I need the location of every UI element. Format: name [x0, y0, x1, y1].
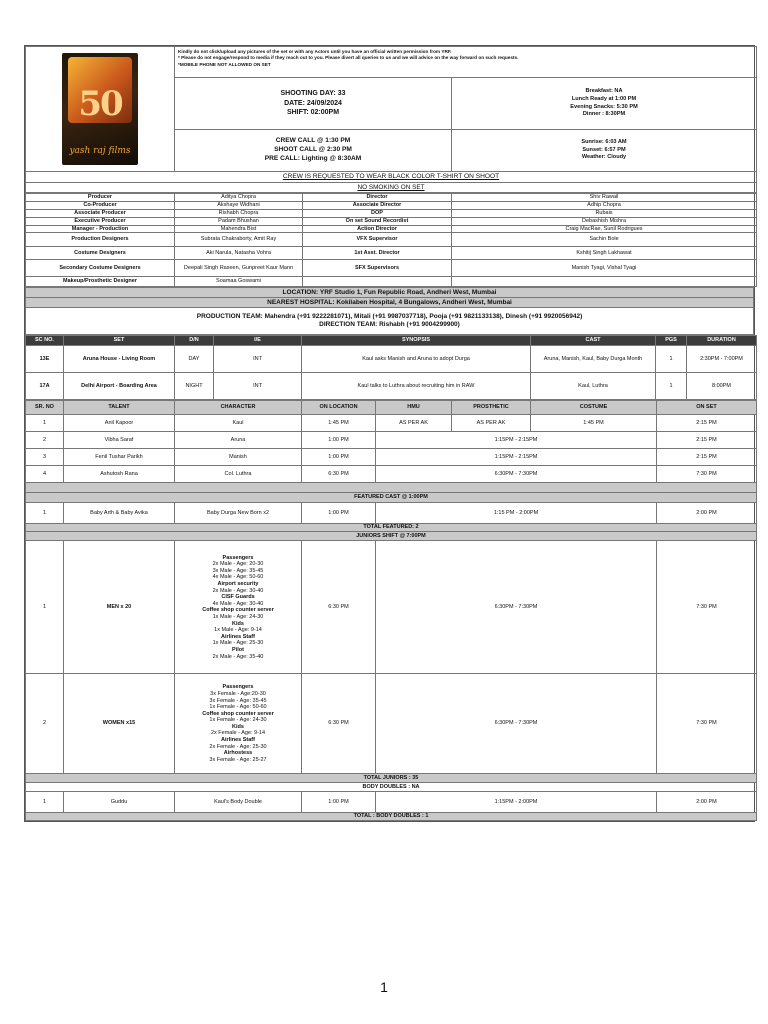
scene-col-header: SET [64, 336, 175, 346]
junior-category: Kids [232, 723, 244, 730]
character: Baby Durga New Born x2 [175, 503, 302, 524]
junior-category: Airport security [217, 581, 259, 587]
sr-no: 2 [26, 432, 64, 449]
scene-col-header: DURATION [687, 336, 757, 346]
talent-col-header: CHARACTER [175, 401, 302, 415]
juniors-men-row [26, 541, 757, 674]
sr-no: 3 [26, 449, 64, 466]
talent-name: Guddu [64, 792, 175, 813]
set-name: Delhi Airport - Boarding Area [64, 373, 175, 400]
crew-name: Aki Narula, Natasha Vohra [175, 247, 303, 260]
crew-table [25, 193, 757, 287]
juniors-total: TOTAL JUNIORS : 35 [26, 774, 757, 783]
notice-block [175, 47, 757, 78]
sr-no: 1 [26, 415, 64, 432]
character: Col. Luthra [175, 466, 302, 483]
crew-row [26, 209, 757, 217]
on-set: 7:30 PM [657, 466, 757, 483]
crew-name: Mahendra Bist [175, 225, 303, 233]
duration: 2:30PM - 7:00PM [687, 346, 757, 373]
junior-category: Kids [232, 620, 244, 627]
set-name: Aruna House - Living Room [64, 346, 175, 373]
crew-name: Kshitij Singh Lakhawat [452, 247, 757, 260]
body-doubles-title: BODY DOUBLES : NA [26, 783, 757, 792]
on-location: 1:00 PM [302, 792, 376, 813]
prep-time: 6:30PM - 7:30PM [376, 466, 657, 483]
on-set: 2:15 PM [657, 449, 757, 466]
junior-group: MEN x 20 [64, 541, 175, 674]
crew-name: Padam Bhushan [175, 217, 303, 225]
junior-requirement: 2x Male - Age: 30-40 [212, 587, 264, 594]
talent-col-header: ON LOCATION [302, 401, 376, 415]
junior-requirement: 1x Male - Age: 9-14 [214, 627, 262, 634]
junior-requirement: 2x Male - Age: 20-30 [212, 561, 264, 568]
junior-category: CISF Guards [221, 594, 255, 601]
junior-category: Coffee shop counter server [202, 607, 274, 614]
on-set: 2:15 PM [657, 432, 757, 449]
notice-line: Kindly do not click/upload any pictures of the set or with any Actors until you have an official written permission from YRF. [178, 49, 452, 54]
crew-tshirt-note: CREW IS REQUESTED TO WEAR BLACK COLOR T-SHIRT ON SHOOT [26, 172, 757, 183]
call-times [175, 130, 452, 172]
crew-role: Costume Designers [26, 247, 175, 260]
crew-name: Subrata Chakraborty, Amit Ray [175, 233, 303, 247]
talent-name: Ashutosh Rana [64, 466, 175, 483]
sunrise: Sunrise: 6:03 AM [581, 139, 627, 146]
prosthetic: AS PER AK [452, 415, 531, 432]
featured-title: FEATURED CAST @ 1:00PM [26, 493, 757, 503]
junior-category: Airhostess [223, 750, 253, 757]
crew-name [452, 277, 757, 287]
prep-time: 1:15PM - 2:15PM [376, 449, 657, 466]
day-night: NIGHT [175, 373, 214, 400]
talent-table [25, 400, 757, 821]
synopsis: Kaul talks to Luthra about recruiting him in RAW [302, 373, 531, 400]
crew-role: On set Sound Recordist [303, 217, 452, 225]
character: Kaul [175, 415, 302, 432]
weather: Weather: Cloudy [581, 154, 627, 161]
character: Kaul's Body Double [175, 792, 302, 813]
talent-row [26, 432, 757, 449]
junior-requirement: 3x Female - Age: 25-27 [209, 756, 267, 763]
pages: 1 [656, 373, 687, 400]
talent-name: Anil Kapoor [64, 415, 175, 432]
crew-role: DOP [303, 209, 452, 217]
sunset: Sunset: 6:57 PM [582, 146, 626, 153]
shift-time: SHIFT: 02:00PM [286, 109, 340, 117]
body-double-row [26, 792, 757, 813]
crew-row [26, 194, 757, 202]
crew-name: Rubais [452, 209, 757, 217]
crew-role: Action Director [303, 225, 452, 233]
location: LOCATION: YRF Studio 1, Fun Republic Road, Andheri West, Mumbai [26, 288, 754, 298]
scene-number: 17A [26, 373, 64, 400]
talent-row [26, 449, 757, 466]
sr-no: 4 [26, 466, 64, 483]
costume: 1:45 PM [531, 415, 657, 432]
talent-col-header: SR. NO [26, 401, 64, 415]
scene-col-header: SYNOPSIS [302, 336, 531, 346]
talent-col-header: PROSTHETIC [452, 401, 531, 415]
junior-category: Passengers [222, 554, 254, 561]
dinner: Dinner : 8:30PM [582, 111, 626, 118]
team-contacts [26, 308, 754, 335]
prep-time: 1:15PM - 2:00PM [376, 792, 657, 813]
crew-role: Producer [26, 194, 175, 202]
shooting-date: DATE: 24/09/2024 [284, 99, 342, 107]
junior-category: Passengers [222, 684, 254, 691]
on-set: 2:00 PM [657, 792, 757, 813]
crew-name: Soamaa Goswami [175, 277, 303, 287]
yrf-logo [62, 53, 138, 165]
crew-name: Sachin Bole [452, 233, 757, 247]
nearest-hospital: NEAREST HOSPITAL: Kokilaben Hospital, 4 Bungalows, Andheri West, Mumbai [26, 298, 754, 308]
featured-total: TOTAL FEATURED: 2 [26, 524, 757, 532]
crew-name: Deepali Singh Raseen, Gunpreet Kaur Mann [175, 260, 303, 277]
crew-role: Production Designers [26, 233, 175, 247]
talent-name: Fenil Tushar Parikh [64, 449, 175, 466]
crew-name: Adhip Chopra [452, 201, 757, 209]
crew-role: Makeup/Prosthetic Designer [26, 277, 175, 287]
notice-line: * Please do not engage/respond to media if they reach out to you. Please divert all queries to us and we will advice on the way forward on such requests. [178, 55, 519, 61]
talent-col-header: COSTUME [531, 401, 657, 415]
talent-col-header: ON SET [657, 401, 757, 415]
location-table [25, 287, 754, 335]
junior-requirement: 3x Female - Age:20-30 [210, 690, 266, 697]
crew-row [26, 247, 757, 260]
talent-row [26, 415, 757, 432]
notice-line: *MOBILE PHONE NOT ALLOWED ON SET [178, 61, 271, 67]
crew-role: SFX Supervisors [303, 260, 452, 277]
scene-col-header: PGS [656, 336, 687, 346]
call-sheet [24, 45, 755, 822]
production-team: PRODUCTION TEAM: Mahendra (+91 9222281071), Mitali (+91 9987037718), Pooja (+91 9821133138), Dinesh (+91 9920056942) [196, 313, 583, 321]
junior-requirement: 2x Female - Age: 25-30 [209, 743, 267, 750]
talent-name: Vibha Saraf [64, 432, 175, 449]
meal-info [452, 77, 757, 130]
shooting-info [175, 77, 452, 130]
crew-row [26, 217, 757, 225]
crew-role: Associate Producer [26, 209, 175, 217]
sr-no: 1 [26, 541, 64, 674]
sr-no: 1 [26, 792, 64, 813]
junior-requirement: 2x Female - Age: 9-14 [210, 730, 266, 737]
sr-no: 2 [26, 674, 64, 774]
scene-col-header: I/E [214, 336, 302, 346]
junior-requirement: 1x Female - Age: 24-30 [209, 717, 267, 724]
talent-col-header: TALENT [64, 401, 175, 415]
junior-requirement: 2x Male - Age: 35-40 [212, 653, 264, 660]
duration: 8:00PM [687, 373, 757, 400]
crew-role: Associate Director [303, 201, 452, 209]
crew-row [26, 233, 757, 247]
junior-requirement: 4x Male - Age: 50-60 [212, 574, 264, 581]
prep-time: 6:30PM - 7:30PM [376, 541, 657, 674]
logo-cell [26, 47, 175, 172]
crew-name: Aditya Chopra [175, 194, 303, 202]
character: Manish [175, 449, 302, 466]
int-ext: INT [214, 373, 302, 400]
crew-row [26, 277, 757, 287]
shooting-day: SHOOTING DAY: 33 [280, 90, 346, 98]
shoot-call: SHOOT CALL @ 2:30 PM [274, 146, 352, 154]
crew-name: Akshaye Widhani [175, 201, 303, 209]
crew-row [26, 225, 757, 233]
scenes-table [25, 335, 757, 400]
junior-requirement: 1x Male - Age: 25-30 [212, 640, 264, 647]
junior-category: Airlines Staff [221, 633, 255, 640]
on-set: 7:30 PM [657, 674, 757, 774]
int-ext: INT [214, 346, 302, 373]
crew-row [26, 260, 757, 277]
talent-row [26, 466, 757, 483]
crew-call: CREW CALL @ 1:30 PM [275, 137, 351, 145]
junior-requirement: 4x Male - Age: 30-40 [212, 600, 264, 607]
prep-time: 1:15 PM - 2:00PM [376, 503, 657, 524]
junior-category: Airlines Staff [221, 737, 255, 744]
on-location: 1:00 PM [302, 449, 376, 466]
crew-role: Secondary Costume Designers [26, 260, 175, 277]
character: Aruna [175, 432, 302, 449]
on-location: 6:30 PM [302, 674, 376, 774]
cast: Aruna, Manish, Kaul, Baby Durga Month [531, 346, 656, 373]
junior-requirement: 1x Female - Age: 50-60 [209, 704, 267, 711]
on-location: 6:30 PM [302, 541, 376, 674]
crew-name: Craig MacRae, Sunil Rodrigues [452, 225, 757, 233]
prep-time: 6:30PM - 7:30PM [376, 674, 657, 774]
talent-col-header: HMU [376, 401, 452, 415]
logo-number: 50 [78, 84, 122, 124]
on-location: 1:00 PM [302, 503, 376, 524]
scene-row [26, 373, 757, 400]
crew-role: Co-Producer [26, 201, 175, 209]
crew-role: Executive Producer [26, 217, 175, 225]
body-doubles-total: TOTAL : BODY DOUBLES : 1 [26, 813, 757, 821]
prep-time: 1:15PM - 2:15PM [376, 432, 657, 449]
junior-breakdown [175, 674, 302, 774]
juniors-women-row [26, 674, 757, 774]
junior-category: Coffee shop counter server [202, 710, 274, 717]
crew-role: Manager - Production [26, 225, 175, 233]
crew-row [26, 201, 757, 209]
talent-name: Baby Arth & Baby Avika [64, 503, 175, 524]
on-set: 2:00 PM [657, 503, 757, 524]
pages: 1 [656, 346, 687, 373]
crew-role [303, 277, 452, 287]
logo-text: yash raj films [69, 145, 131, 156]
breakfast: Breakfast: NA [585, 88, 623, 95]
scene-number: 13E [26, 346, 64, 373]
no-smoking-note: NO SMOKING ON SET [26, 183, 757, 193]
header-table [25, 46, 757, 193]
synopsis: Kaul asks Manish and Aruna to adopt Durga [302, 346, 531, 373]
scene-col-header: D/N [175, 336, 214, 346]
scene-col-header: SC NO. [26, 336, 64, 346]
junior-breakdown [175, 541, 302, 674]
featured-row [26, 503, 757, 524]
junior-group: WOMEN x15 [64, 674, 175, 774]
day-night: DAY [175, 346, 214, 373]
junior-requirement: 1x Male - Age: 24-30 [212, 613, 264, 620]
cast: Kaul, Luthra [531, 373, 656, 400]
juniors-title: JUNIORS SHIFT @ 7:00PM [26, 532, 757, 541]
on-set: 2:15 PM [657, 415, 757, 432]
crew-name: Debashish Mishra [452, 217, 757, 225]
sr-no: 1 [26, 503, 64, 524]
on-location: 1:45 PM [302, 415, 376, 432]
scene-row [26, 346, 757, 373]
crew-role: Director [303, 194, 452, 202]
crew-role: 1st Asst. Director [303, 247, 452, 260]
snacks: Evening Snacks: 5:30 PM [570, 103, 638, 110]
crew-name: Rishabh Chopra [175, 209, 303, 217]
weather-info [452, 130, 757, 172]
scene-col-header: CAST [531, 336, 656, 346]
junior-requirement: 3x Male - Age: 35-45 [212, 567, 264, 574]
crew-role: VFX Supervisor [303, 233, 452, 247]
junior-requirement: 3x Female - Age: 35-45 [209, 697, 267, 704]
pre-call: PRE CALL: Lighting @ 8:30AM [264, 155, 362, 163]
on-location: 1:00 PM [302, 432, 376, 449]
page-number: 1 [380, 979, 388, 995]
on-location: 6:30 PM [302, 466, 376, 483]
on-set: 7:30 PM [657, 541, 757, 674]
hmu: AS PER AK [376, 415, 452, 432]
direction-team: DIRECTION TEAM: Rishabh (+91 9004299900) [319, 321, 460, 329]
junior-category: Pilot [232, 646, 244, 653]
crew-name: Manish Tyagi, Vishal Tyagi [452, 260, 757, 277]
crew-name: Shiv Rawail [452, 194, 757, 202]
spacer-row [26, 483, 757, 493]
lunch: Lunch Ready at 1:00 PM [571, 95, 637, 102]
